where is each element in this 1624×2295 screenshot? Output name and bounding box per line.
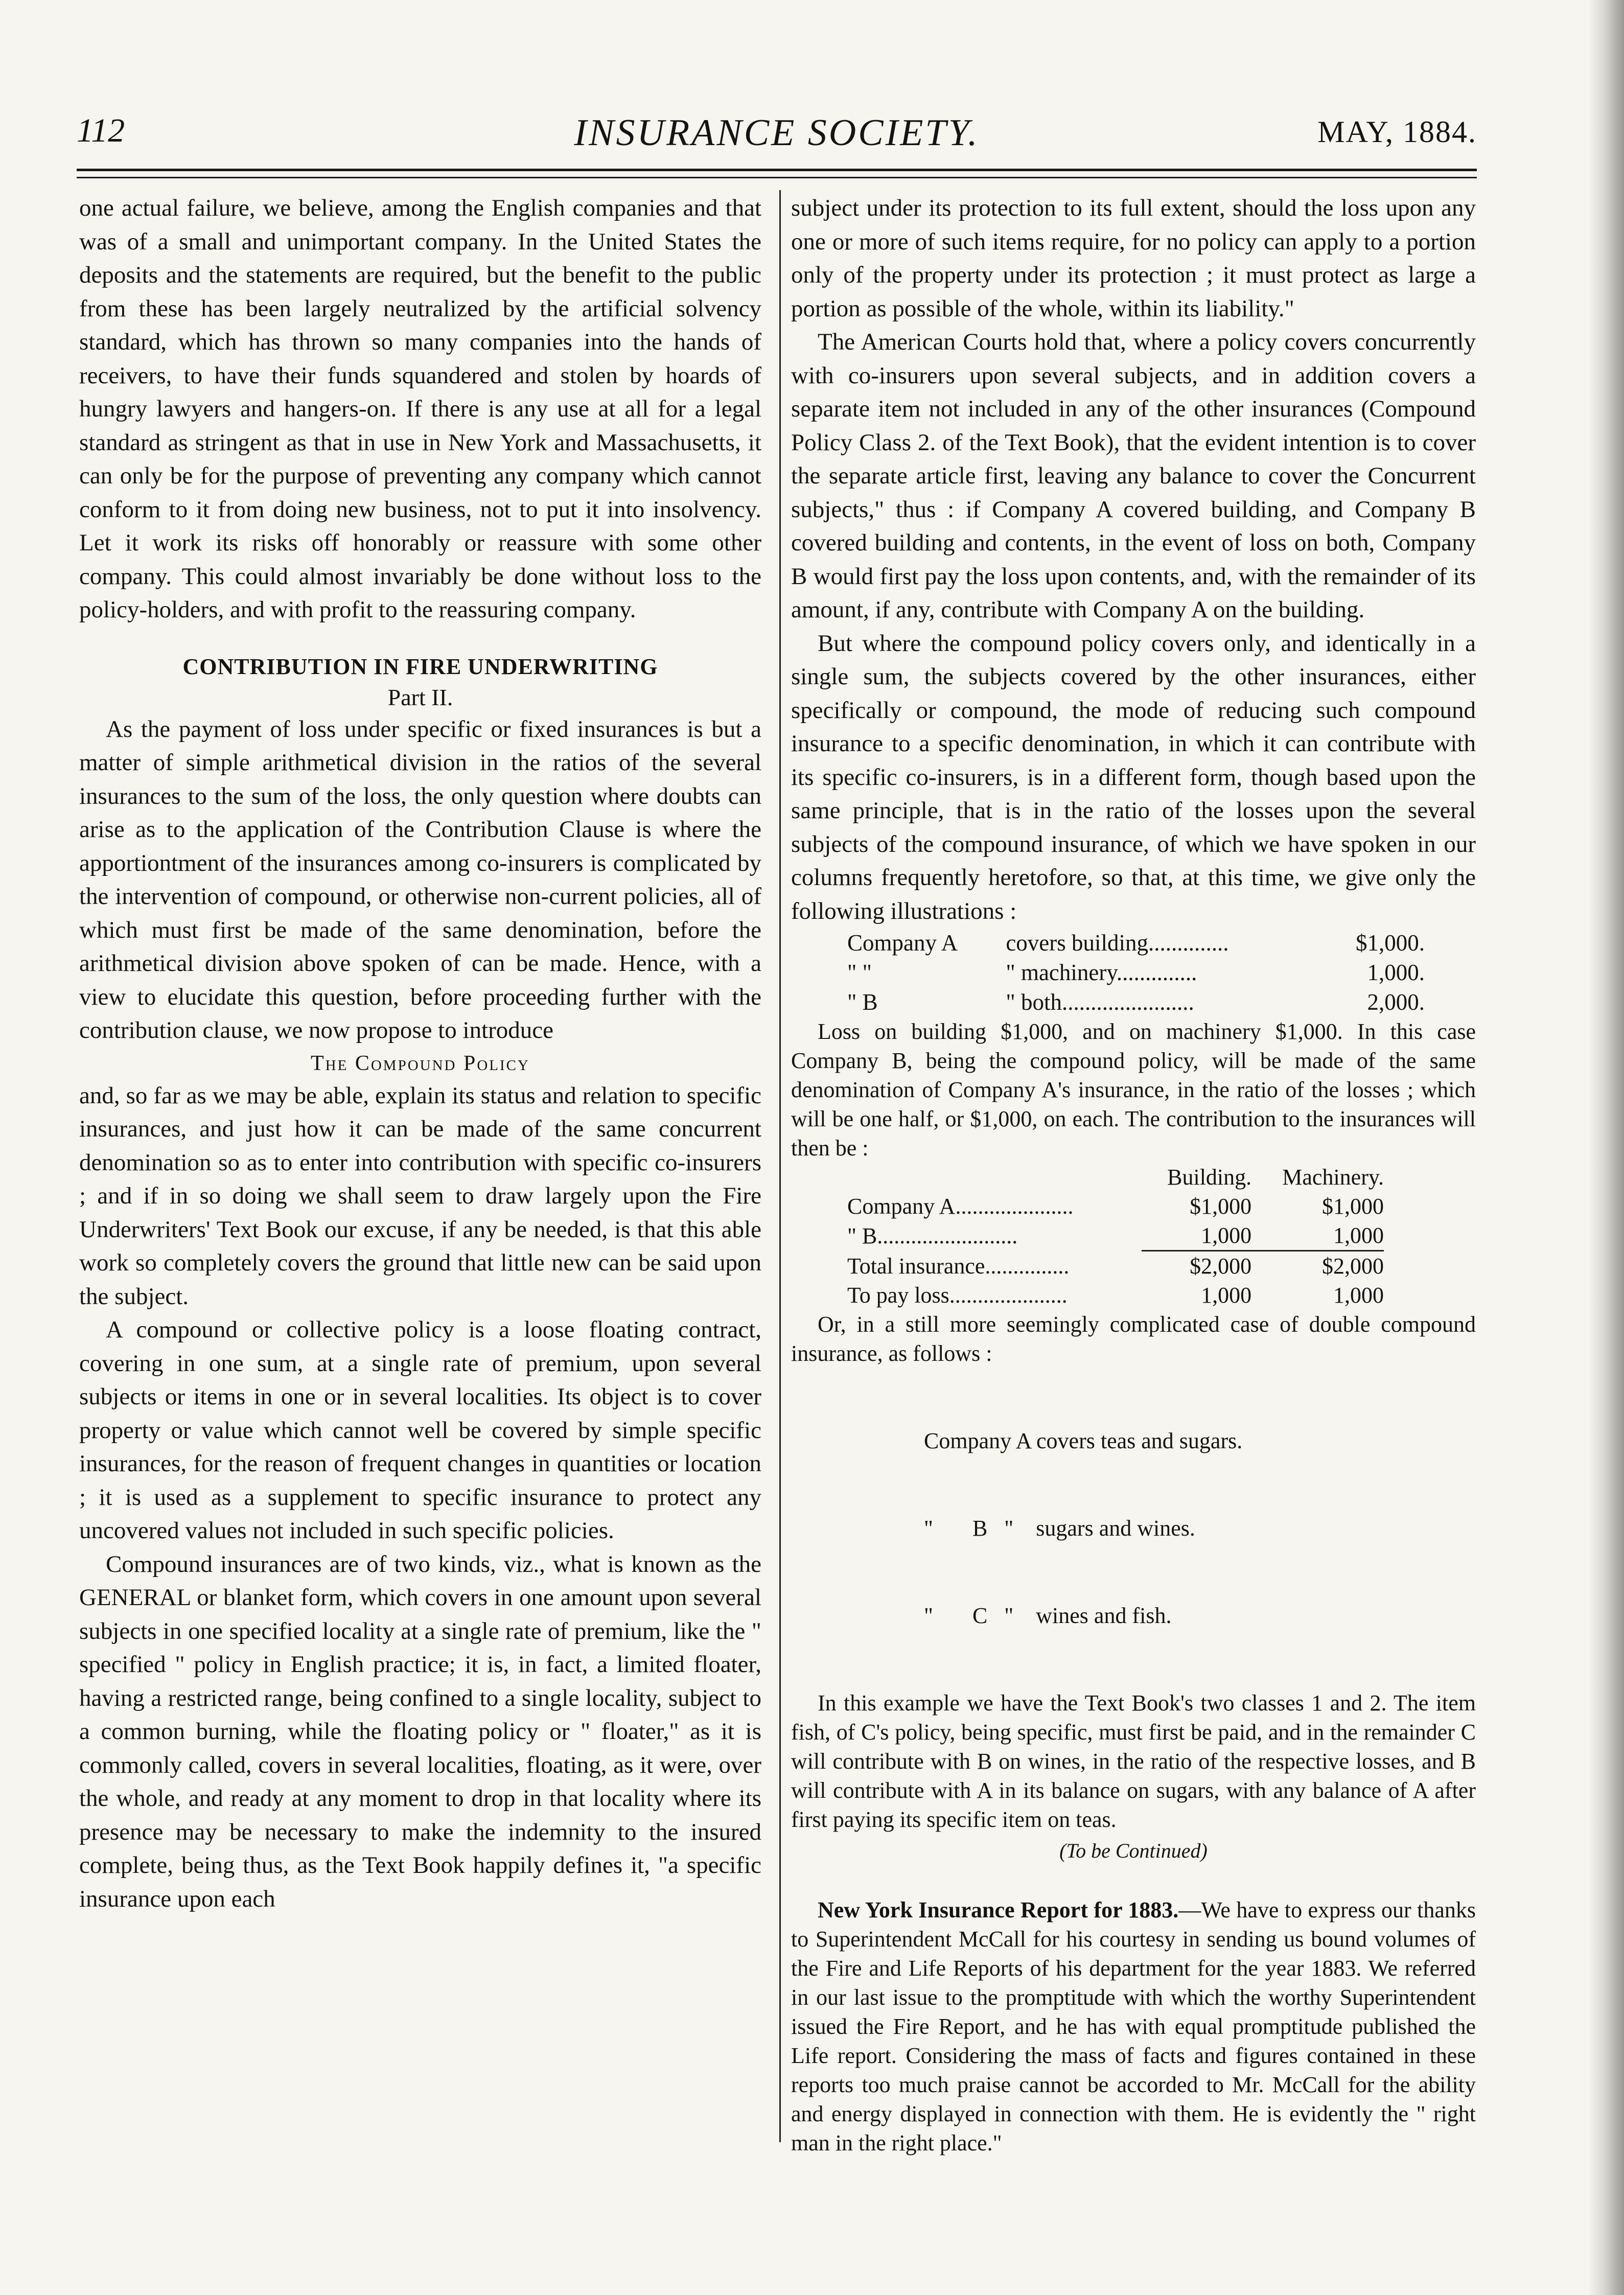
right-column	[791, 192, 1476, 2158]
news-note	[791, 1895, 1476, 2158]
table-header-row	[847, 1163, 1384, 1192]
list-item: Company A covers teas and sugars.	[924, 1428, 1243, 1453]
table-cell: 1,000	[1333, 1223, 1384, 1248]
table-cell: $1,000	[1322, 1194, 1384, 1219]
table-cell: Company A.....................	[847, 1194, 1074, 1219]
continued-note: (To be Continued)	[1059, 1839, 1208, 1862]
paragraph: A compound or collective policy is a loose floating contract, covering in one sum, at a single rate of premium, upon several subjects or items in one or in several localities. Its object is to cover property or value which cannot well be covered by simple specific insurances, for the reason of frequent changes in quantities or location ; it is used as a supplement to specific insurance to protect any uncovered values not included in such specific policies.	[79, 1316, 761, 1544]
paragraph: As the payment of loss under specific or fixed insurances is but a matter of simple arithmetical division in the ratios of the several insurances to the sum of the loss, the only question where doubts can arise as to the application of the Contribution Clause is where the apportiontment of the insurances among co-insurers is complicated by the intervention of compound, or otherwise non-current policies, all of which must first be made of the same denomination, before the arithmetical division above spoken of can be made. Hence, with a view to elucidate this question, before proceeding further with the contribution clause, we now propose to introduce	[79, 715, 761, 1044]
table-cell: " "	[847, 960, 872, 985]
list-item: " C " wines and fish.	[924, 1603, 1172, 1628]
example-list-2	[791, 1368, 1476, 1688]
paragraph: Loss on building $1,000, and on machinery $1,000. In this case Company B, being the compound policy, will be made of the same denomination of Company A's insurance, in the ratio of the losses ; which will be one half, or $1,000, on each. The contribution to the insurances will then be :	[791, 1019, 1476, 1161]
article-heading: CONTRIBUTION IN FIRE UNDERWRITING	[182, 654, 658, 679]
section-subheading: The Compound Policy	[311, 1051, 530, 1075]
table-cell: 1,000	[1333, 1283, 1384, 1308]
table-cell: 1,000	[1201, 1223, 1252, 1248]
column-header: Machinery.	[1282, 1165, 1384, 1190]
table-cell: Total insurance...............	[847, 1254, 1070, 1279]
table-cell: Company A	[847, 930, 958, 956]
header-rule-thin	[77, 177, 1477, 178]
table-cell: $1,000	[1190, 1194, 1252, 1219]
page-edge-shadow	[1588, 0, 1624, 2295]
table-cell: $1,000.	[1356, 930, 1425, 956]
header-rule	[77, 169, 1477, 171]
paragraph: and, so far as we may be able, explain its status and relation to specific insurances, and just how it can be made of the same concurrent denomination so as to enter into contribution with specific co-insurers ; and if in so doing we shall seem to draw largely upon the Fire Underwriters' Text Book our excuse, if any be needed, is that this able work so completely covers the ground that little new can be said upon the subject.	[79, 1082, 761, 1310]
table-cell: To pay loss.....................	[847, 1283, 1068, 1308]
paragraph: subject under its protection to its full extent, should the loss upon any one or more of such items require, for no policy can apply to a portion only of the property under its protection ; it must protect as large a portion as possible of the whole, within its liability."	[791, 195, 1476, 322]
example-table-1	[847, 928, 1425, 1017]
paragraph: Or, in a still more seemingly complicated case of double compound insurance, as follows :	[791, 1312, 1476, 1366]
table-cell: 1,000.	[1367, 960, 1425, 985]
table-cell: 1,000	[1201, 1283, 1252, 1308]
table-cell: " both.......................	[1006, 989, 1194, 1015]
column-divider	[779, 190, 781, 2142]
table-cell: " B	[847, 989, 878, 1015]
news-note-heading: New York Insurance Report for 1883.	[818, 1897, 1179, 1922]
table-row	[847, 1221, 1384, 1251]
paragraph: But where the compound policy covers only, and identically in a single sum, the subjects covered by the other insurances, either specifically or compound, the mode of reducing such compound insurance to a specific denomination, in which it can contribute with its specific co-insurers, is in a different form, though based upon the same principle, that is in the ratio of the losses upon the several subjects of the compound insurance, of which we have spoken in our columns frequently heretofore, so that, at this time, we give only the following illustrations :	[791, 630, 1476, 924]
list-item: " B " sugars and wines.	[924, 1516, 1195, 1541]
paragraph: one actual failure, we believe, among the English companies and that was of a small and unimportant company. In the United States the deposits and the statements are required, but the benefit to the public from these has been largely neutralized by the artificial solvency standard, which has thrown so many companies into the hands of receivers, to have their funds squandered and stolen by hoards of hungry lawyers and hangers-on. If there is any use at all for a legal standard as stringent as that in use in New York and Massachusetts, it can only be for the purpose of preventing any company which cannot conform to it from doing new business, not to put it into insolvency. Let it work its risks off honorably or reassure with some other company. This could almost invariably be done without loss to the policy-holders, and with profit to the reassuring company.	[79, 195, 761, 623]
column-header: Building.	[1167, 1165, 1252, 1190]
page-number: 112	[77, 112, 125, 149]
table-cell: " machinery..............	[1006, 960, 1197, 985]
table-cell: 2,000.	[1367, 989, 1425, 1015]
paragraph: Compound insurances are of two kinds, viz., what is known as the GENERAL or blanket form, which covers in one amount upon several subjects in one specified locality at a single rate of premium, like the " specified " policy in English practice; it is, in fact, a limited floater, having a restricted range, being confined to a single locality, subject to a common burning, while the floating policy or " floater," as it is commonly called, covers in several localities, floating, as it were, over the whole, and ready at any moment to drop in that locality where its presence may be necessary to make the indemnity to the insured complete, being thus, as the Text Book happily defines it, "a specific insurance upon each	[79, 1550, 761, 1912]
table-cell: covers building..............	[1006, 930, 1229, 956]
table-cell: $2,000	[1190, 1254, 1252, 1279]
paragraph: In this example we have the Text Book's two classes 1 and 2. The item fish, of C's policy, being specific, must first be paid, and in the remainder C will contribute with B on wines, in the ratio of the respective losses, and B will contribute with A in its balance on sugars, with any balance of A after first paying its specific item on teas.	[791, 1690, 1476, 1832]
news-note-body: —We have to express our thanks to Superintendent McCall for his courtesy in sending us bound volumes of the Fire and Life Reports of his department for the year 1883. We referred in our last issue to the promptitude with which the worthy Superintendent issued the Fire Report, and he has with equal promptitude published the Life report. Considering the mass of facts and figures contained in these reports too much praise cannot be accorded to Mr. McCall for the ability and energy displayed in connection with them. He is evidently the " right man in the right place."	[791, 1897, 1476, 2155]
issue-date: MAY, 1884.	[1317, 115, 1477, 149]
table-cell: " B.........................	[847, 1223, 1018, 1248]
table-row	[847, 1251, 1384, 1281]
left-column	[79, 192, 761, 1916]
article-part: Part II.	[387, 684, 453, 710]
table-row	[847, 958, 1425, 987]
paragraph: The American Courts hold that, where a policy covers concurrently with co-insurers upon several subjects, and in addition covers a separate item not included in any of the other insurances (Compound Policy Class 2. of the Text Book), that the evident intention is to cover the separate article first, leaving any balance to cover the Concurrent subjects," thus : if Company A covered building, and Company B covered building and contents, in the event of loss on both, Company B would first pay the loss upon contents, and, with the remainder of its amount, if any, contribute with Company A on the building.	[791, 329, 1476, 623]
table-row	[847, 1192, 1384, 1221]
running-title: INSURANCE SOCIETY.	[574, 112, 980, 154]
table-cell: $2,000	[1322, 1254, 1384, 1279]
table-row	[847, 987, 1425, 1017]
table-row	[847, 928, 1425, 958]
contribution-table	[847, 1163, 1384, 1310]
page-header	[77, 111, 1477, 163]
table-row	[847, 1281, 1384, 1310]
